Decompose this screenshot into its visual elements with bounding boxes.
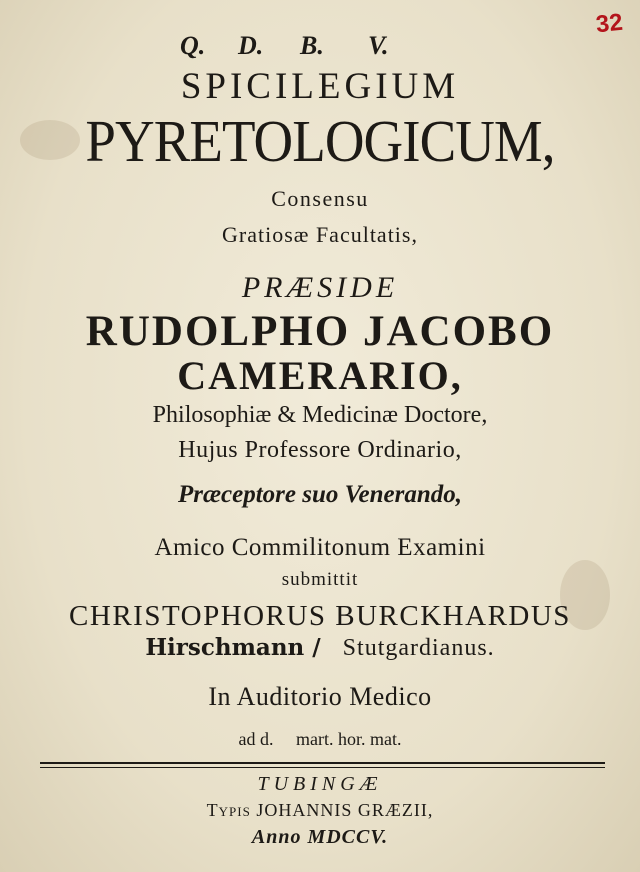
imprint-printer: Typis JOHANNIS GRÆZII, xyxy=(206,800,434,820)
praeses-name-line-2: CAMERARIO, xyxy=(177,353,463,398)
facultatis-line: Gratiosæ Facultatis, xyxy=(222,222,418,247)
consensu-line: Consensu xyxy=(271,186,369,211)
dedication-letters xyxy=(0,33,640,63)
letter-b: B. xyxy=(300,31,324,60)
separator-rule-thin xyxy=(40,767,605,768)
imprint-place: TUBINGÆ xyxy=(257,773,383,795)
praeside-line: PRÆSIDE xyxy=(241,271,399,304)
submittit-line: submittit xyxy=(281,569,359,590)
date-line: ad d. mart. hor. mat. xyxy=(238,729,402,749)
separator-rule-thick xyxy=(40,762,605,764)
author-name-line-2 xyxy=(0,636,640,660)
letter-q: Q. xyxy=(180,31,206,60)
title-line-1: SPICILEGIUM xyxy=(180,66,460,107)
imprint-year: Anno MDCCV. xyxy=(251,826,389,848)
amico-line: Amico Commilitonum Examini xyxy=(154,534,486,561)
degree-line-2: Hujus Professore Ordinario, xyxy=(178,437,462,463)
title-line-2: PYRETOLOGICUM, xyxy=(85,108,555,174)
auditorio-line: In Auditorio Medico xyxy=(208,682,432,711)
letter-v: V. xyxy=(368,31,389,60)
letter-d: D. xyxy=(238,31,264,60)
author-surname: Hirschmann / xyxy=(145,634,321,661)
preceptor-line: Præceptore suo Venerando, xyxy=(177,481,463,508)
author-name-line-1: CHRISTOPHORUS BURCKHARDUS xyxy=(69,600,571,632)
degree-line-1: Philosophiæ & Medicinæ Doctore, xyxy=(152,402,488,428)
author-origin: Stutgardianus. xyxy=(342,635,495,661)
page-number: 32 xyxy=(594,8,624,39)
praeses-name-line-1: RUDOLPHO JACOBO xyxy=(85,308,555,355)
